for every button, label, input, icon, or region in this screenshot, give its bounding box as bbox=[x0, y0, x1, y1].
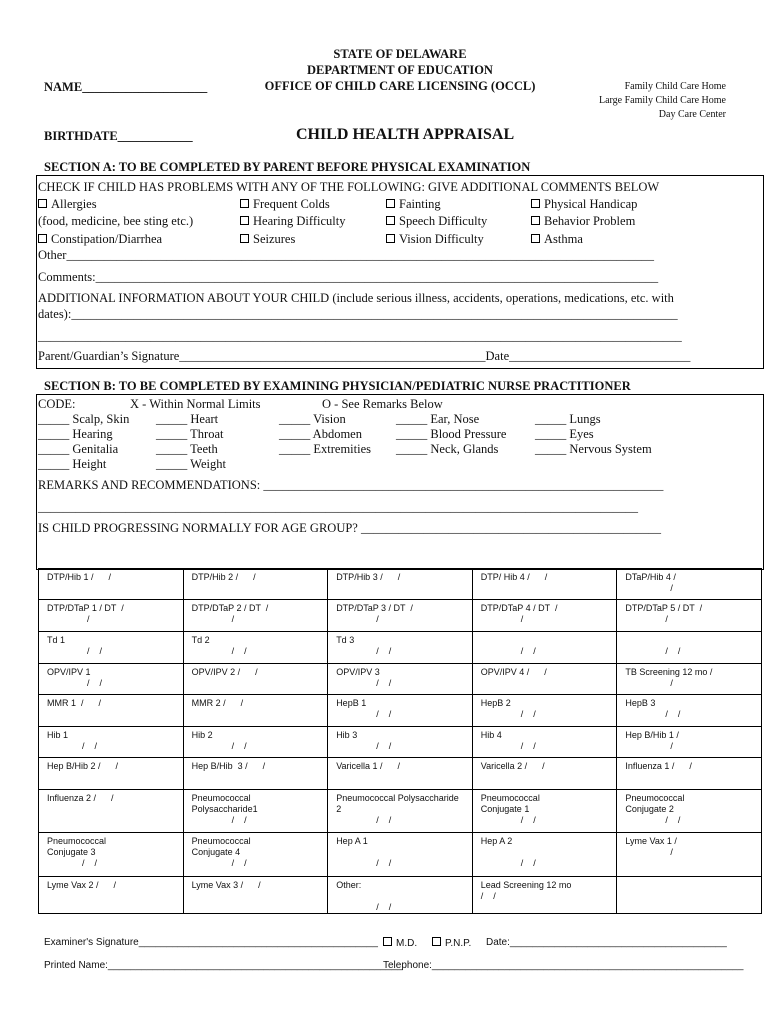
vaccine-cell[interactable]: Hep A 1 / / bbox=[328, 833, 473, 877]
check-constipation[interactable]: Constipation/Diarrhea bbox=[38, 232, 162, 247]
vaccine-cell[interactable]: Td 3 / / bbox=[328, 632, 473, 664]
vaccine-cell[interactable]: / / bbox=[617, 632, 762, 664]
vaccine-row bbox=[39, 695, 762, 727]
vaccine-cell[interactable]: DTaP/Hib 4 / / bbox=[617, 569, 762, 600]
vaccine-cell[interactable]: Lyme Vax 1 / / bbox=[617, 833, 762, 877]
exam-neck-glands[interactable]: _____ Neck, Glands bbox=[396, 442, 499, 456]
allergies-note: (food, medicine, bee sting etc.) bbox=[38, 214, 194, 228]
vaccine-cell[interactable]: DTP/ Hib 4 / / bbox=[472, 569, 617, 600]
vaccine-cell[interactable]: HepB 3 / / bbox=[617, 695, 762, 727]
exam-nervous-system[interactable]: _____ Nervous System bbox=[535, 442, 652, 456]
code-x: X - Within Normal Limits bbox=[130, 397, 261, 411]
header-dept: DEPARTMENT OF EDUCATION bbox=[307, 63, 493, 77]
vaccine-cell[interactable]: Other: / / bbox=[328, 877, 473, 914]
vaccine-cell[interactable] bbox=[617, 877, 762, 914]
check-fainting[interactable]: Fainting bbox=[386, 197, 441, 212]
exam-extremities[interactable]: _____ Extremities bbox=[279, 442, 371, 456]
vaccine-cell[interactable]: Td 2 / / bbox=[183, 632, 328, 664]
vaccine-row bbox=[39, 833, 762, 877]
vaccine-cell[interactable]: OPV/IPV 1 / / bbox=[39, 664, 184, 695]
exam-height[interactable]: _____ Height bbox=[38, 457, 107, 471]
remarks-line[interactable]: ________________________________________________________________________________________________ bbox=[38, 500, 638, 514]
code-label: CODE: bbox=[38, 397, 76, 411]
vaccine-cell[interactable]: Pneumococcal Conjugate 2 / / bbox=[617, 790, 762, 833]
vaccine-cell[interactable]: Hep A 2 / / bbox=[472, 833, 617, 877]
exam-teeth[interactable]: _____ Teeth bbox=[156, 442, 218, 456]
vaccine-cell[interactable]: DTP/DTaP 5 / DT / / bbox=[617, 600, 762, 632]
vaccine-cell[interactable]: OPV/IPV 2 / / bbox=[183, 664, 328, 695]
facility-type-3: Day Care Center bbox=[658, 109, 726, 120]
vaccine-cell[interactable]: Hib 1 / / bbox=[39, 727, 184, 758]
exam-weight[interactable]: _____ Weight bbox=[156, 457, 226, 471]
vaccine-cell[interactable]: / / bbox=[472, 632, 617, 664]
vaccine-cell[interactable]: DTP/DTaP 4 / DT / / bbox=[472, 600, 617, 632]
section-a-heading: SECTION A: TO BE COMPLETED BY PARENT BEFORE PHYSICAL EXAMINATION bbox=[44, 160, 531, 174]
vaccine-cell[interactable]: OPV/IPV 4 / / bbox=[472, 664, 617, 695]
vaccine-cell[interactable]: DTP/DTaP 1 / DT / / bbox=[39, 600, 184, 632]
check-seizures[interactable]: Seizures bbox=[240, 232, 295, 247]
check-pnp[interactable]: P.N.P. bbox=[432, 937, 471, 949]
other-field[interactable]: Other______________________________________________________________________________________________ bbox=[38, 248, 654, 262]
vaccine-row bbox=[39, 758, 762, 790]
facility-type-2: Large Family Child Care Home bbox=[598, 95, 726, 106]
vaccine-cell[interactable]: Lead Screening 12 mo / / bbox=[472, 877, 617, 914]
exam-lungs[interactable]: _____ Lungs bbox=[535, 412, 601, 426]
exam-throat[interactable]: _____ Throat bbox=[156, 427, 224, 441]
check-speech-difficulty[interactable]: Speech Difficulty bbox=[386, 214, 487, 229]
progress-field[interactable]: IS CHILD PROGRESSING NORMALLY FOR AGE GROUP? ________________________________________________ bbox=[38, 521, 661, 535]
exam-ear-nose[interactable]: _____ Ear, Nose bbox=[396, 412, 480, 426]
vaccine-table bbox=[38, 568, 762, 914]
vaccine-row bbox=[39, 790, 762, 833]
vaccine-cell[interactable]: MMR 2 / / bbox=[183, 695, 328, 727]
vaccine-cell[interactable]: Lyme Vax 2 / / bbox=[39, 877, 184, 914]
name-field[interactable]: NAME____________________ bbox=[44, 80, 208, 94]
vaccine-row bbox=[39, 632, 762, 664]
exam-hearing[interactable]: _____ Hearing bbox=[38, 427, 113, 441]
check-physical-handicap[interactable]: Physical Handicap bbox=[531, 197, 637, 212]
vaccine-cell[interactable]: HepB 2 / / bbox=[472, 695, 617, 727]
vaccine-cell[interactable]: DTP/Hib 1 / / bbox=[39, 569, 184, 600]
vaccine-cell[interactable]: Hib 4 / / bbox=[472, 727, 617, 758]
code-o: O - See Remarks Below bbox=[322, 397, 443, 411]
vaccine-cell[interactable]: Hib 2 / / bbox=[183, 727, 328, 758]
vaccine-cell[interactable]: Hep B/Hib 3 / / bbox=[183, 758, 328, 790]
vaccine-cell[interactable]: DTP/DTaP 3 / DT / / bbox=[328, 600, 473, 632]
vaccine-row bbox=[39, 600, 762, 632]
additional-info-field[interactable]: dates):_________________________________________________________________________________________________ bbox=[38, 307, 678, 321]
additional-info-line[interactable]: _______________________________________________________________________________________________________ bbox=[38, 329, 682, 343]
header-state: STATE OF DELAWARE bbox=[333, 47, 467, 61]
comments-field[interactable]: Comments:__________________________________________________________________________________________ bbox=[38, 270, 659, 284]
vaccine-cell[interactable]: Lyme Vax 3 / / bbox=[183, 877, 328, 914]
additional-info-label: ADDITIONAL INFORMATION ABOUT YOUR CHILD (include serious illness, accidents, operations, medications, etc. with bbox=[38, 291, 674, 305]
vaccine-cell[interactable]: DTP/Hib 2 / / bbox=[183, 569, 328, 600]
vaccine-cell[interactable]: Hep B/Hib 1 / / bbox=[617, 727, 762, 758]
vaccine-row bbox=[39, 727, 762, 758]
vaccine-cell[interactable]: Pneumococcal Conjugate 3 / / bbox=[39, 833, 184, 877]
exam-blood-pressure[interactable]: _____ Blood Pressure bbox=[396, 427, 507, 441]
check-asthma[interactable]: Asthma bbox=[531, 232, 583, 247]
vaccine-cell[interactable]: Varicella 2 / / bbox=[472, 758, 617, 790]
printed-name-field[interactable]: Printed Name:_____________________________________________________ bbox=[44, 960, 403, 971]
exam-vision[interactable]: _____ Vision bbox=[279, 412, 346, 426]
vaccine-cell[interactable]: Hib 3 / / bbox=[328, 727, 473, 758]
page-title: CHILD HEALTH APPRAISAL bbox=[296, 126, 515, 143]
check-md[interactable]: M.D. bbox=[383, 937, 417, 949]
check-allergies[interactable]: Allergies bbox=[38, 197, 97, 212]
facility-type-1: Family Child Care Home bbox=[624, 81, 726, 92]
vaccine-cell[interactable]: Influenza 1 / / bbox=[617, 758, 762, 790]
exam-date-field[interactable]: Date:_______________________________________ bbox=[486, 937, 727, 948]
vaccine-cell[interactable]: Td 1 / / bbox=[39, 632, 184, 664]
check-frequent-colds[interactable]: Frequent Colds bbox=[240, 197, 330, 212]
check-vision-difficulty[interactable]: Vision Difficulty bbox=[386, 232, 484, 247]
vaccine-cell[interactable]: Pneumococcal Polysaccharide 2 / / bbox=[328, 790, 473, 833]
vaccine-cell[interactable]: MMR 1 / / bbox=[39, 695, 184, 727]
vaccine-row bbox=[39, 877, 762, 914]
vaccine-row bbox=[39, 664, 762, 695]
vaccine-cell[interactable]: Varicella 1 / / bbox=[328, 758, 473, 790]
vaccine-cell[interactable]: DTP/DTaP 2 / DT / / bbox=[183, 600, 328, 632]
examiner-signature-field[interactable]: Examiner's Signature___________________________________________ bbox=[44, 937, 378, 948]
check-hearing-difficulty[interactable]: Hearing Difficulty bbox=[240, 214, 345, 229]
birthdate-field[interactable]: BIRTHDATE____________ bbox=[44, 129, 193, 143]
remarks-field[interactable]: REMARKS AND RECOMMENDATIONS: ________________________________________________________________ bbox=[38, 478, 664, 492]
exam-scalp-skin[interactable]: _____ Scalp, Skin bbox=[38, 412, 130, 426]
exam-abdomen[interactable]: _____ Abdomen bbox=[279, 427, 362, 441]
exam-eyes[interactable]: _____ Eyes bbox=[535, 427, 594, 441]
parent-signature-field[interactable]: Parent/Guardian’s Signature_________________________________________________Date_____________________________ bbox=[38, 349, 691, 363]
vaccine-cell[interactable]: Hep B/Hib 2 / / bbox=[39, 758, 184, 790]
vaccine-row bbox=[39, 569, 762, 600]
exam-genitalia[interactable]: _____ Genitalia bbox=[38, 442, 119, 456]
vaccine-cell[interactable]: Pneumococcal Conjugate 1 / / bbox=[472, 790, 617, 833]
vaccine-cell[interactable]: TB Screening 12 mo / / bbox=[617, 664, 762, 695]
check-behavior-problem[interactable]: Behavior Problem bbox=[531, 214, 635, 229]
vaccine-cell[interactable]: Influenza 2 / / bbox=[39, 790, 184, 833]
header-office: OFFICE OF CHILD CARE LICENSING (OCCL) bbox=[264, 79, 536, 93]
section-a-instruction: CHECK IF CHILD HAS PROBLEMS WITH ANY OF THE FOLLOWING: GIVE ADDITIONAL COMMENTS BELOW bbox=[38, 180, 660, 194]
telephone-field[interactable]: Telephone:________________________________________________________ bbox=[383, 960, 744, 971]
vaccine-cell[interactable]: DTP/Hib 3 / / bbox=[328, 569, 473, 600]
vaccine-cell[interactable]: Pneumococcal Polysaccharide1 / / bbox=[183, 790, 328, 833]
vaccine-cell[interactable]: OPV/IPV 3 / / bbox=[328, 664, 473, 695]
vaccine-cell[interactable]: HepB 1 / / bbox=[328, 695, 473, 727]
section-b-heading: SECTION B: TO BE COMPLETED BY EXAMINING PHYSICIAN/PEDIATRIC NURSE PRACTITIONER bbox=[44, 379, 631, 393]
vaccine-cell[interactable]: Pneumococcal Conjugate 4 / / bbox=[183, 833, 328, 877]
exam-heart[interactable]: _____ Heart bbox=[156, 412, 219, 426]
